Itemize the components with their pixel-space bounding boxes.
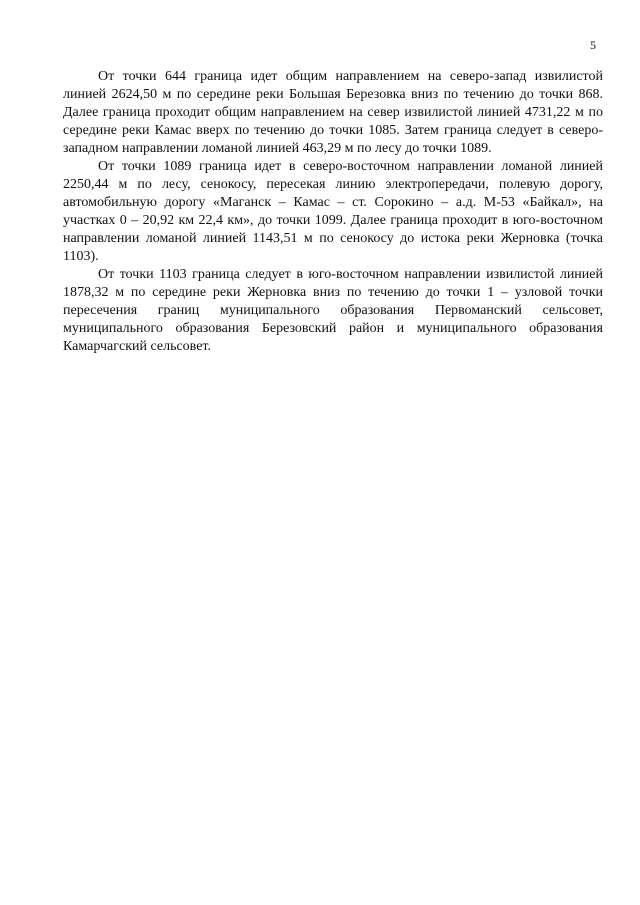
paragraph-1: От точки 644 граница идет общим направлением на северо-запад извилистой линией 2624,50 м по середине реки Большая Березовка вниз по течению до точки 868. Далее граница проходит общим направлением на север извилистой линией 4731,22 м по середине реки Камас вверх по течению до точки 1085. Затем граница следует в северо-западном направлении ломаной линией 463,29 м по лесу до точки 1089. [63,69,603,156]
page-number: 5 [590,38,596,52]
paragraph-2: От точки 1089 граница идет в северо-восточном направлении ломаной линией 2250,44 м по лесу, сенокосу, пересекая линию электропередачи, полевую дорогу, автомобильную дорогу «Маганск – Камас – ст. Сорокино – а.д. М-53 «Байкал», на участках 0 – 20,92 км 22,4 км», до точки 1099. Далее граница проходит в юго-восточном направлении ломаной линией 1143,51 м по сенокосу до истока реки Жерновка (точка 1103). [63,159,603,264]
document-body [63,68,603,356]
paragraph-3: От точки 1103 граница следует в юго-восточном направлении извилистой линией 1878,32 м по середине реки Жерновка вниз по течению до точки 1 – узловой точки пересечения границ муниципального образования Первоманский сельсовет, муниципального образования Березовский район и муниципального образования Камарчагский сельсовет. [63,267,603,354]
